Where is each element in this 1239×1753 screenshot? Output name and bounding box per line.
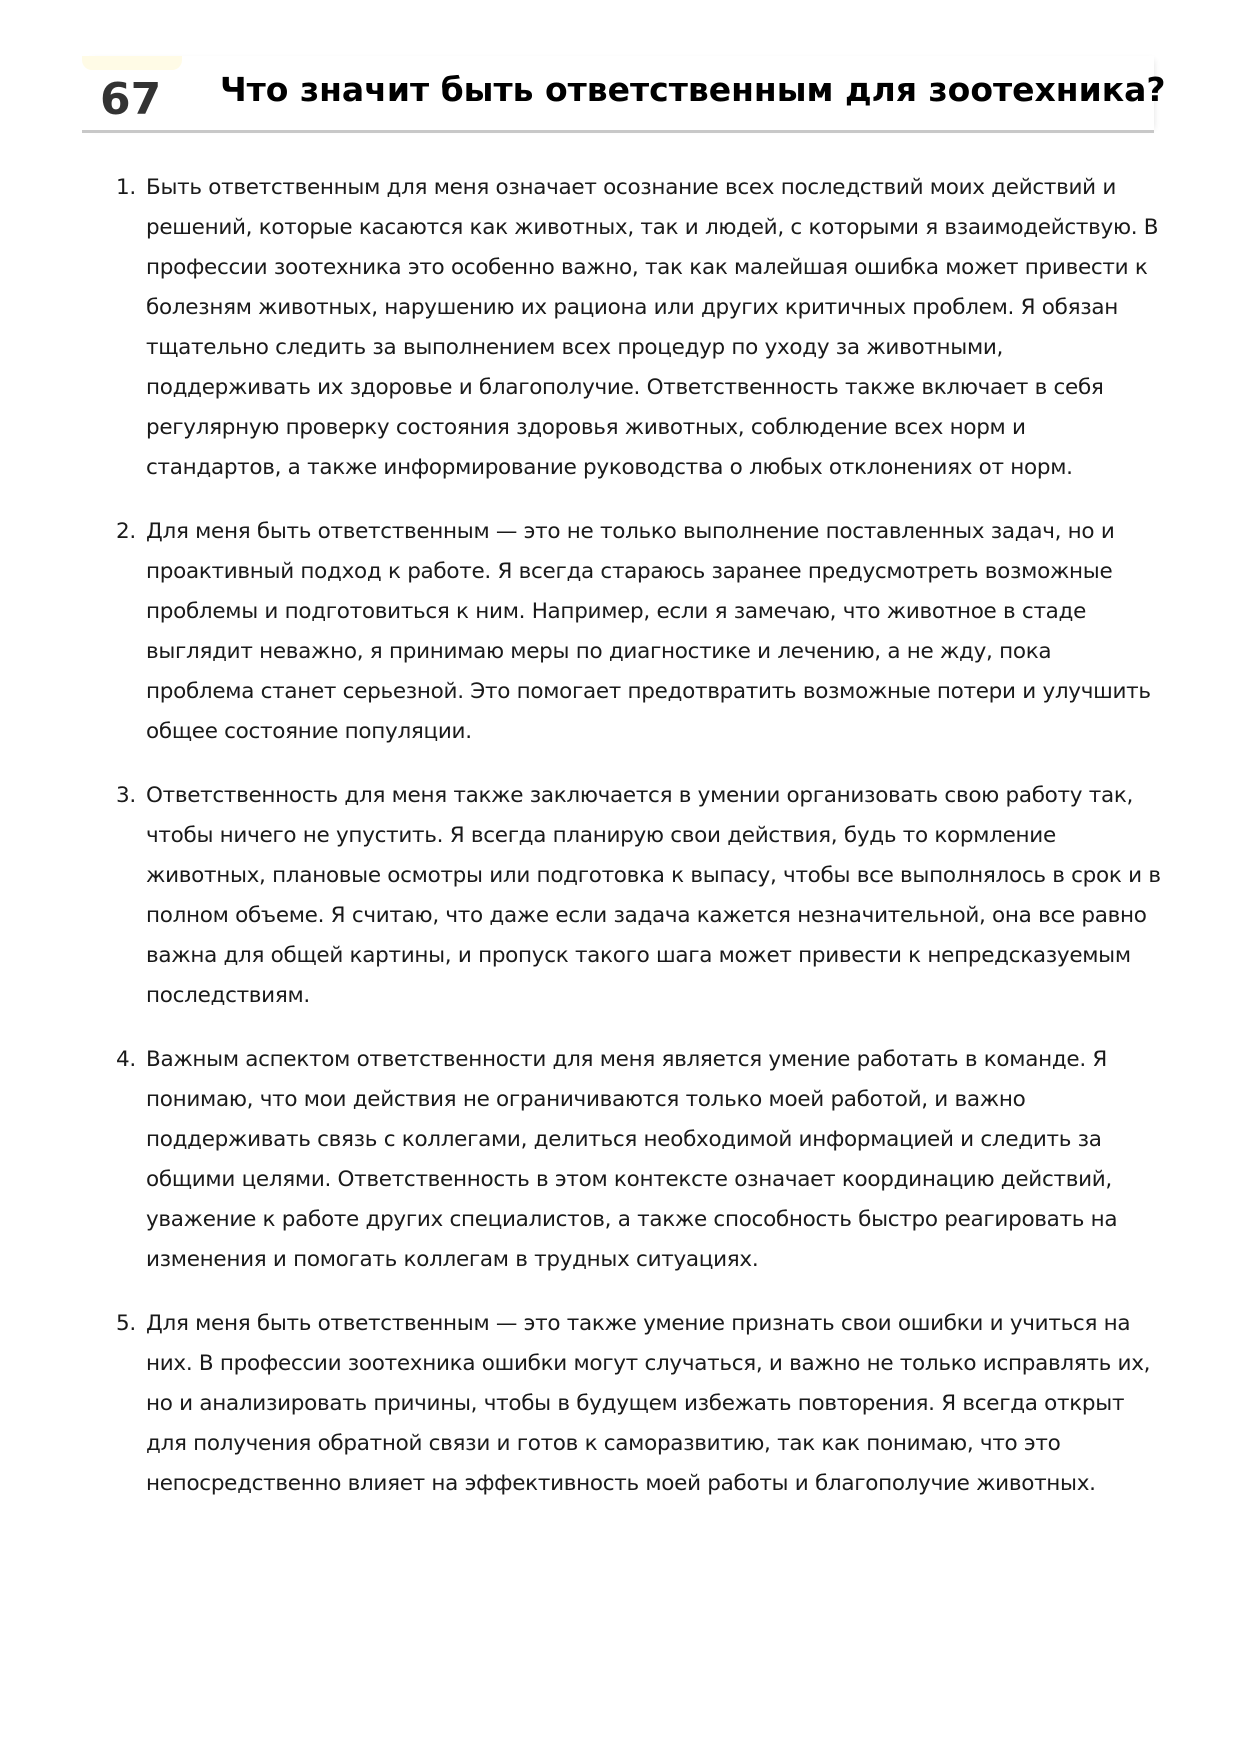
list-item-text: Для меня быть ответственным — это не только выполнение поставленных задач, но и проактивный подход к работе. Я всегда стараюсь заранее предусмотреть возможные проблемы и подготовиться к ним. Например, если я замечаю, что животное в стаде выглядит неважно, я принимаю меры по диагностике и лечению, а не жду, пока проблема станет серьезной. Это помогает предотвратить возможные потери и улучшить общее состояние популяции. [146, 519, 1151, 744]
page-number: 67 [100, 74, 162, 125]
answer-list [116, 168, 1162, 1528]
page-header [82, 56, 1166, 133]
list-item-text: Быть ответственным для меня означает осознание всех последствий моих действий и решений, которые касаются как животных, так и людей, с которыми я взаимодействую. В профессии зоотехника это особенно важно, так как малейшая ошибка может привести к болезням животных, нарушению их рациона или других критичных проблем. Я обязан тщательно следить за выполнением всех процедур по уходу за животными, поддерживать их здоровье и благополучие. Ответственность также включает в себя регулярную проверку состояния здоровья животных, соблюдение всех норм и стандартов, а также информирование руководства о любых отклонениях от норм. [146, 175, 1159, 480]
list-item-number: 3. [116, 783, 136, 808]
list-item-number: 4. [116, 1047, 136, 1072]
list-item-number: 1. [116, 175, 136, 200]
header-tab-decoration [82, 56, 182, 70]
list-item [116, 776, 1162, 1016]
list-item-text: Важным аспектом ответственности для меня является умение работать в команде. Я понимаю, что мои действия не ограничиваются только моей работой, и важно поддерживать связь с коллегами, делиться необходимой информацией и следить за общими целями. Ответственность в этом контексте означает координацию действий, уважение к работе других специалистов, а также способность быстро реагировать на изменения и помогать коллегам в трудных ситуациях. [146, 1047, 1118, 1272]
list-item [116, 1040, 1162, 1280]
list-item [116, 168, 1162, 488]
list-item [116, 1304, 1162, 1504]
list-item-text: Для меня быть ответственным — это также умение признать свои ошибки и учиться на них. В профессии зоотехника ошибки могут случаться, и важно не только исправлять их, но и анализировать причины, чтобы в будущем избежать повторения. Я всегда открыт для получения обратной связи и готов к саморазвитию, так как понимаю, что это непосредственно влияет на эффективность моей работы и благополучие животных. [146, 1311, 1151, 1496]
page-title: Что значит быть ответственным для зоотехника? [220, 70, 1166, 109]
list-item-number: 2. [116, 519, 136, 544]
list-item-number: 5. [116, 1311, 136, 1336]
list-item-text: Ответственность для меня также заключается в умении организовать свою работу так, чтобы ничего не упустить. Я всегда планирую свои действия, будь то кормление животных, плановые осмотры или подготовка к выпасу, чтобы все выполнялось в срок и в полном объеме. Я считаю, что даже если задача кажется незначительной, она все равно важна для общей картины, и пропуск такого шага может привести к непредсказуемым последствиям. [146, 783, 1161, 1008]
list-item [116, 512, 1162, 752]
